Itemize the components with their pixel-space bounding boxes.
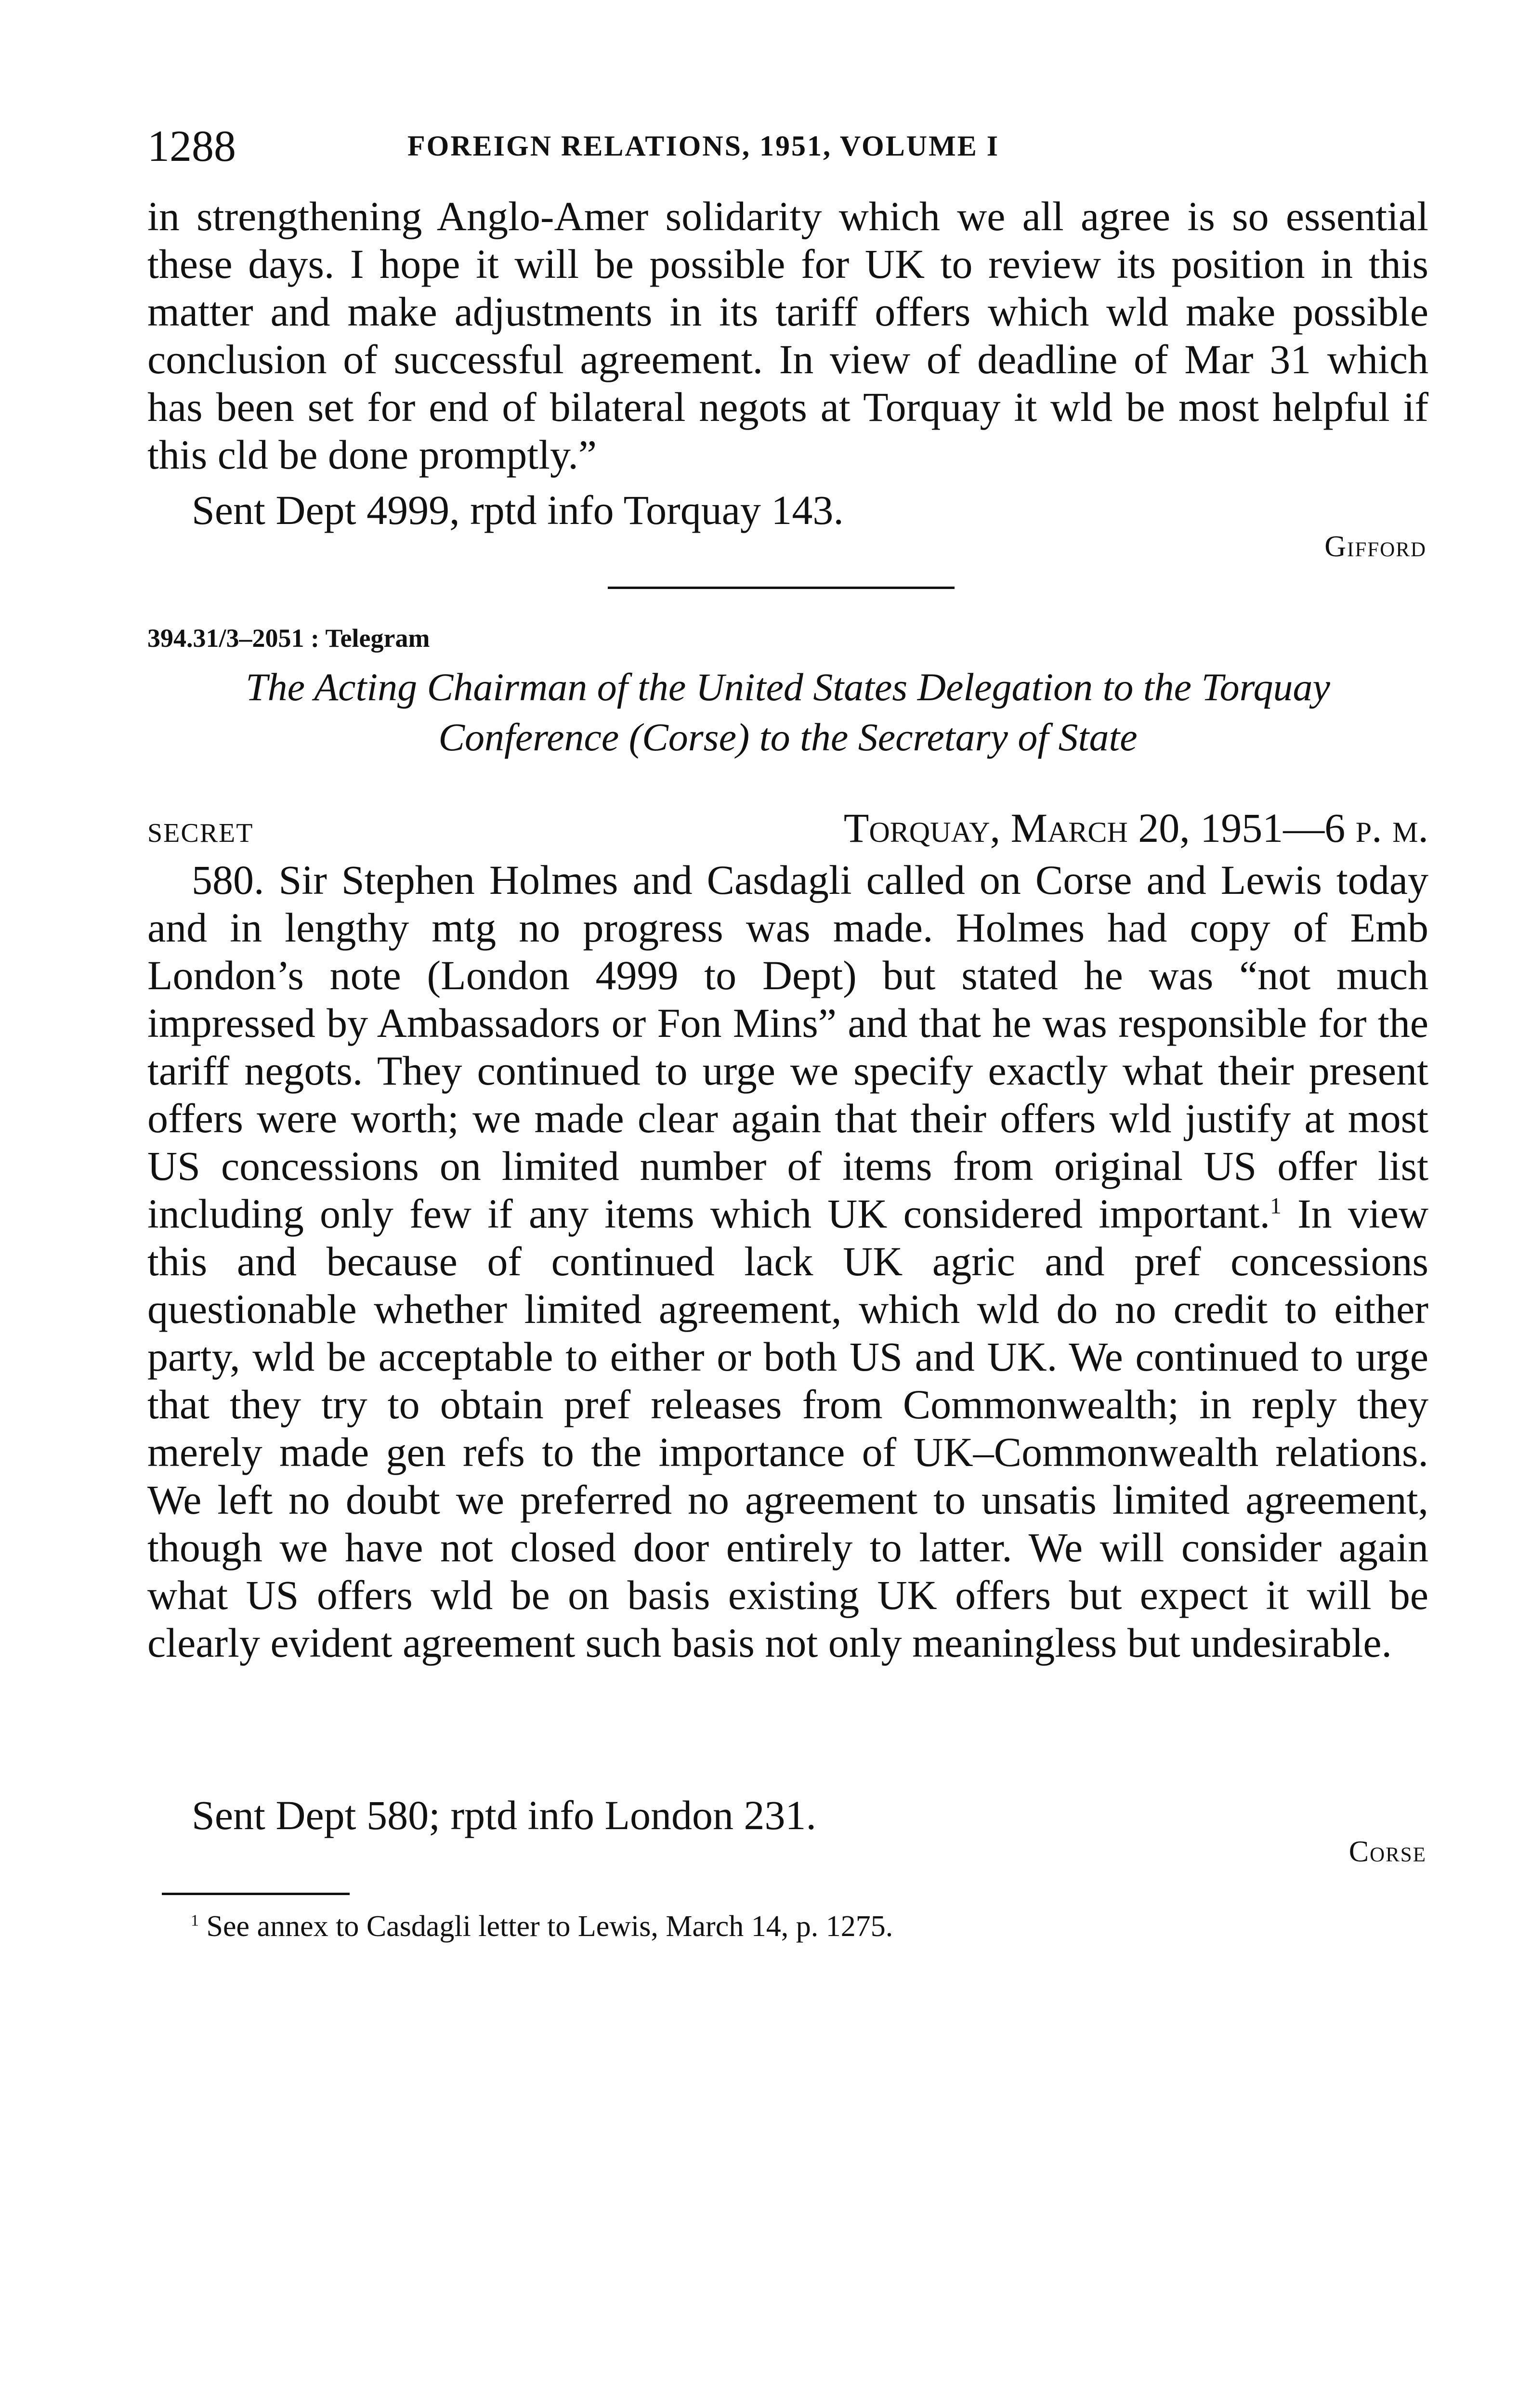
signature-gifford: Gifford — [1324, 530, 1426, 563]
sent-line-corse: Sent Dept 580; rptd info London 231. — [192, 1792, 817, 1838]
dateline-row — [147, 804, 1428, 857]
footnote-divider — [162, 1893, 350, 1895]
telegram-body — [147, 856, 1428, 1667]
classification-label: SECRET — [147, 818, 254, 848]
footnote-text: See annex to Casdagli letter to Lewis, March 14, p. 1275. — [206, 1910, 893, 1943]
section-divider — [608, 587, 955, 589]
file-reference: 394.31/3–2051 : Telegram — [147, 624, 430, 653]
signature-corse: Corse — [1348, 1835, 1426, 1868]
document-title-line-1: The Acting Chairman of the United States Delegation to the Torquay — [246, 665, 1330, 709]
dateline: Torquay, March 20, 1951—6 p. m. — [843, 805, 1428, 851]
document-title — [147, 662, 1428, 762]
telegram-body-part-2: In view this and because of continued lack UK agric and pref concessions questionable whether limited agreement, which wld do no credit to either party, wld be acceptable to either or both US and UK. We continued to urge that they try to obtain pref releases from Commonwealth; in reply they merely made gen refs to the importance of UK–Commonwealth relations. We left no doubt we preferred no agreement to unsatis limited agreement, though we have not closed door entirely to latter. We will consider again what US offers wld be on basis existing UK offers but expect it will be clearly evident agreement such basis not only meaningless but undesirable. — [147, 1191, 1428, 1666]
footnote-reference[interactable]: 1 — [1270, 1193, 1282, 1219]
page-number: 1288 — [147, 121, 236, 170]
page-header — [147, 119, 1428, 172]
footnote-marker: 1 — [191, 1911, 199, 1930]
telegram-body-part-1: 580. Sir Stephen Holmes and Casdagli called on Corse and Lewis today and in lengthy mtg no progress was made. Holmes had copy of Emb London’s note (London 4999 to Dept) but stated he was “not much impressed by Ambassadors or Fon Mins” and that he was responsible for the tariff negots. They continued to urge we specify exactly what their present offers were worth; we made clear again that their offers wld justify at most US concessions on limited number of items from original US offer list including only few if any items which UK considered important. — [147, 857, 1428, 1237]
sent-line-gifford: Sent Dept 4999, rptd info Torquay 143. — [192, 487, 844, 533]
running-head: FOREIGN RELATIONS, 1951, VOLUME I — [407, 130, 1000, 162]
footnote — [191, 1907, 893, 1946]
document-title-line-2: Conference (Corse) to the Secretary of State — [438, 715, 1138, 759]
continuation-paragraph: in strengthening Anglo-Amer solidarity which we all agree is so essential these days. I hope it will be possible for UK to review its position in this matter and make adjustments in its tariff offers which wld make possible conclusion of successful agreement. In view of deadline of Mar 31 which has been set for end of bilateral negots at Torquay it wld be most helpful if this cld be done promptly.” — [147, 193, 1428, 478]
